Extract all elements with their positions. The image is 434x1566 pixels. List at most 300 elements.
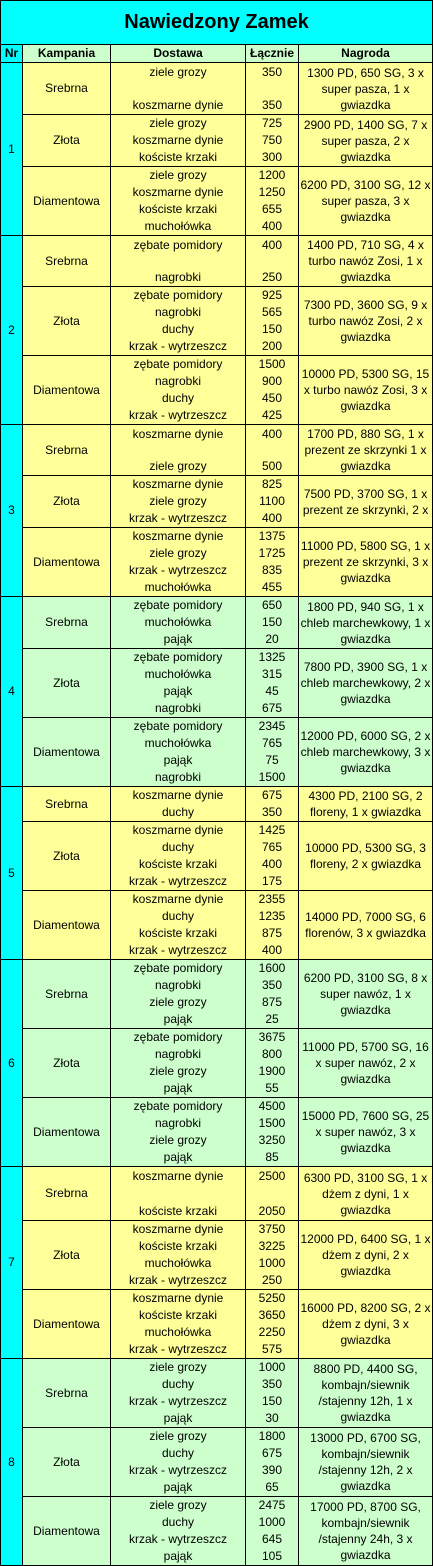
total-value: 400 <box>261 943 283 957</box>
delivery-item: krzak - wytrzeszcz <box>128 339 227 353</box>
campaign-cell: Złota <box>23 649 111 718</box>
reward-cell: 17000 PD, 8700 SG, kombajn/siewnik /stajenny 24h, 3 x gwiazdka <box>299 1497 433 1566</box>
total-value: 25 <box>265 1012 279 1026</box>
total-value: 1900 <box>258 1064 286 1078</box>
total-value: 3675 <box>258 1030 286 1044</box>
delivery-item: kościste krzaki <box>138 857 218 871</box>
group-number-cell: 2 <box>1 236 23 425</box>
campaign-cell: Srebrna <box>23 787 111 822</box>
group-number-cell: 4 <box>1 597 23 787</box>
campaign-cell: Diamentowa <box>23 356 111 425</box>
campaign-cell: Diamentowa <box>23 167 111 236</box>
total-value: 350 <box>261 978 283 992</box>
reward-cell: 11000 PD, 5800 SG, 1 x prezent ze skrzynki, 3 x gwiazdka <box>299 528 433 597</box>
total-value: 20 <box>265 632 279 646</box>
delivery-item: krzak - wytrzeszcz <box>128 1273 227 1287</box>
table-row <box>1 287 433 356</box>
delivery-item: krzak - wytrzeszcz <box>128 563 227 577</box>
campaign-cell: Złota <box>23 1428 111 1497</box>
total-value: 45 <box>265 684 279 698</box>
delivery-item: krzak - wytrzeszcz <box>128 408 227 422</box>
total-value: 55 <box>265 1081 279 1095</box>
total-value: 65 <box>265 1480 279 1494</box>
total-value: 150 <box>261 322 283 336</box>
delivery-item: nagrobki <box>154 770 202 784</box>
delivery-item: krzak - wytrzeszcz <box>128 874 227 888</box>
delivery-item: duchy <box>161 909 195 923</box>
total-value: 390 <box>261 1463 283 1477</box>
delivery-item: muchołówka <box>144 580 212 594</box>
total-cell <box>246 960 299 1029</box>
delivery-item: muchołówka <box>144 1256 212 1270</box>
total-value: 5250 <box>258 1291 286 1305</box>
total-cell <box>246 528 299 597</box>
group-number-cell: 6 <box>1 960 23 1167</box>
header-dostawa: Dostawa <box>111 45 246 63</box>
table-row <box>1 787 433 822</box>
delivery-item: ziele grozy <box>149 1360 207 1374</box>
campaign-cell: Diamentowa <box>23 1098 111 1167</box>
reward-cell: 6200 PD, 3100 SG, 12 x super pasza, 3 x gwiazdka <box>299 167 433 236</box>
reward-cell: 11000 PD, 5700 SG, 16 x super nawóz, 2 x gwiazdka <box>299 1029 433 1098</box>
total-value: 3250 <box>258 1133 286 1147</box>
total-value: 725 <box>261 116 283 130</box>
total-value: 650 <box>261 598 283 612</box>
group-number-cell: 7 <box>1 1167 23 1359</box>
delivery-item: zębate pomidory <box>133 719 223 733</box>
delivery-item: koszmarne dynie <box>132 1168 224 1183</box>
header-lacznie: Łącznie <box>246 45 299 63</box>
delivery-item: kościste krzaki <box>138 1203 218 1218</box>
total-cell <box>246 63 299 115</box>
delivery-item: pająk <box>163 684 193 698</box>
delivery-cell <box>111 822 246 891</box>
total-cell <box>246 1497 299 1566</box>
total-cell <box>246 1428 299 1497</box>
total-value: 675 <box>261 1446 283 1460</box>
delivery-cell <box>111 960 246 1029</box>
delivery-cell <box>111 1167 246 1221</box>
total-value: 400 <box>261 511 283 525</box>
table-row <box>1 1290 433 1359</box>
delivery-item: nagrobki <box>154 374 202 388</box>
delivery-item: zębate pomidory <box>133 237 223 252</box>
delivery-cell <box>111 1029 246 1098</box>
total-cell <box>246 425 299 476</box>
total-value: 1500 <box>258 1116 286 1130</box>
total-value: 800 <box>261 1047 283 1061</box>
delivery-item: koszmarne dynie <box>132 529 224 543</box>
campaign-cell: Złota <box>23 1221 111 1290</box>
delivery-item: zębate pomidory <box>133 598 223 612</box>
delivery-item: kościste krzaki <box>138 1239 218 1253</box>
total-cell <box>246 891 299 960</box>
reward-cell: 15000 PD, 7600 SG, 25 x super nawóz, 3 x gwiazdka <box>299 1098 433 1167</box>
reward-cell: 1700 PD, 880 SG, 1 x prezent ze skrzynki 1 x gwiazdka <box>299 425 433 476</box>
delivery-item: ziele grozy <box>149 494 207 508</box>
total-value: 400 <box>261 857 283 871</box>
delivery-item: duchy <box>161 1377 195 1391</box>
table-row <box>1 115 433 167</box>
total-value: 175 <box>261 874 283 888</box>
total-cell <box>246 649 299 718</box>
delivery-item: ziele grozy <box>149 64 207 79</box>
total-value: 300 <box>261 150 283 164</box>
delivery-cell <box>111 1290 246 1359</box>
table-title: Nawiedzony Zamek <box>1 1 433 45</box>
table-row <box>1 1221 433 1290</box>
delivery-item: nagrobki <box>154 1116 202 1130</box>
delivery-cell <box>111 287 246 356</box>
reward-cell: 1300 PD, 650 SG, 3 x super pasza, 1 x gwiazdka <box>299 63 433 115</box>
total-cell <box>246 1290 299 1359</box>
table-body <box>1 63 433 1566</box>
delivery-item: zębate pomidory <box>133 650 223 664</box>
delivery-item: koszmarne dynie <box>132 97 224 112</box>
delivery-item: duchy <box>161 805 195 819</box>
campaign-cell: Diamentowa <box>23 891 111 960</box>
total-value: 750 <box>261 133 283 147</box>
reward-cell: 8800 PD, 4400 SG, kombajn/siewnik /stajenny 12h, 1 x gwiazdka <box>299 1359 433 1428</box>
total-value: 1425 <box>258 823 286 837</box>
delivery-item: nagrobki <box>154 305 202 319</box>
total-value: 765 <box>261 840 283 854</box>
campaign-cell: Srebrna <box>23 597 111 649</box>
total-cell <box>246 787 299 822</box>
total-value: 425 <box>261 408 283 422</box>
delivery-item: ziele grozy <box>149 1429 207 1443</box>
campaign-cell: Złota <box>23 287 111 356</box>
total-value: 2355 <box>258 892 286 906</box>
total-value: 655 <box>261 202 283 216</box>
total-value: 250 <box>261 269 283 284</box>
delivery-item: ziele grozy <box>149 1133 207 1147</box>
delivery-item: krzak - wytrzeszcz <box>128 1342 227 1356</box>
delivery-item: pająk <box>163 753 193 767</box>
total-value: 350 <box>261 64 283 79</box>
delivery-item: pająk <box>163 632 193 646</box>
total-cell <box>246 236 299 287</box>
table-row <box>1 891 433 960</box>
delivery-item: pająk <box>163 1012 193 1026</box>
delivery-item: kościste krzaki <box>138 150 218 164</box>
reward-cell: 7300 PD, 3600 SG, 9 x turbo nawóz Zosi, 2 x gwiazdka <box>299 287 433 356</box>
delivery-cell <box>111 1497 246 1566</box>
total-value: 500 <box>261 458 283 473</box>
total-value: 350 <box>261 805 283 819</box>
delivery-item: koszmarne dynie <box>132 823 224 837</box>
campaign-cell: Złota <box>23 822 111 891</box>
table-row <box>1 1359 433 1428</box>
delivery-cell <box>111 649 246 718</box>
delivery-item: koszmarne dynie <box>132 788 224 802</box>
table-row <box>1 1428 433 1497</box>
delivery-item: kościste krzaki <box>138 1308 218 1322</box>
campaign-cell: Złota <box>23 115 111 167</box>
reward-cell: 1400 PD, 710 SG, 4 x turbo nawóz Zosi, 1 x gwiazdka <box>299 236 433 287</box>
reward-cell: 12000 PD, 6000 SG, 2 x chleb marchewkowy, 3 x gwiazdka <box>299 718 433 787</box>
campaign-cell: Srebrna <box>23 236 111 287</box>
total-value: 200 <box>261 339 283 353</box>
total-value: 2475 <box>258 1498 286 1512</box>
delivery-item: zębate pomidory <box>133 1099 223 1113</box>
group-number-cell: 5 <box>1 787 23 960</box>
total-value: 575 <box>261 1342 283 1356</box>
total-value: 150 <box>261 615 283 629</box>
total-value: 1000 <box>258 1256 286 1270</box>
reward-cell: 13000 PD, 6700 SG, kombajn/siewnik /stajenny 12h, 2 x gwiazdka <box>299 1428 433 1497</box>
delivery-item: krzak - wytrzeszcz <box>128 943 227 957</box>
delivery-item: pająk <box>163 1549 193 1563</box>
header-nagroda: Nagroda <box>299 45 433 63</box>
reward-cell: 7800 PD, 3900 SG, 1 x chleb marchewkowy, 2 x gwiazdka <box>299 649 433 718</box>
total-value: 1200 <box>258 168 286 182</box>
total-cell <box>246 356 299 425</box>
delivery-item: pająk <box>163 1480 193 1494</box>
delivery-item: nagrobki <box>154 269 202 284</box>
delivery-item: koszmarne dynie <box>132 1222 224 1236</box>
delivery-item: muchołówka <box>144 736 212 750</box>
campaign-cell: Srebrna <box>23 1359 111 1428</box>
total-value: 2250 <box>258 1325 286 1339</box>
total-value: 2500 <box>258 1168 286 1183</box>
total-value: 1500 <box>258 770 286 784</box>
delivery-item: kościste krzaki <box>138 202 218 216</box>
total-value: 400 <box>261 426 283 441</box>
delivery-cell <box>111 425 246 476</box>
delivery-item: zębate pomidory <box>133 288 223 302</box>
total-value: 3225 <box>258 1239 286 1253</box>
total-value: 765 <box>261 736 283 750</box>
delivery-item: muchołówka <box>144 1325 212 1339</box>
delivery-item: duchy <box>161 840 195 854</box>
delivery-item: nagrobki <box>154 701 202 715</box>
campaign-cell: Diamentowa <box>23 718 111 787</box>
total-value: 1000 <box>258 1515 286 1529</box>
total-value: 1500 <box>258 357 286 371</box>
delivery-cell <box>111 597 246 649</box>
total-cell <box>246 1359 299 1428</box>
total-value: 350 <box>261 1377 283 1391</box>
reward-cell: 7500 PD, 3700 SG, 1 x prezent ze skrzynki, 2 x <box>299 476 433 528</box>
total-value: 645 <box>261 1532 283 1546</box>
delivery-cell <box>111 167 246 236</box>
table-row <box>1 960 433 1029</box>
total-value: 2345 <box>258 719 286 733</box>
total-value: 1250 <box>258 185 286 199</box>
total-value: 1325 <box>258 650 286 664</box>
delivery-item: pająk <box>163 1150 193 1164</box>
total-value: 2050 <box>258 1203 286 1218</box>
campaign-cell: Srebrna <box>23 1167 111 1221</box>
total-value: 675 <box>261 788 283 802</box>
delivery-cell <box>111 528 246 597</box>
delivery-item: ziele grozy <box>149 458 207 473</box>
reward-cell: 16000 PD, 8200 SG, 2 x dżem z dyni, 3 x gwiazdka <box>299 1290 433 1359</box>
delivery-item: koszmarne dynie <box>132 426 224 441</box>
group-number-cell: 1 <box>1 63 23 236</box>
table-row <box>1 167 433 236</box>
table-row <box>1 528 433 597</box>
total-value: 75 <box>265 753 279 767</box>
delivery-cell <box>111 1428 246 1497</box>
total-value: 350 <box>261 97 283 112</box>
table-row <box>1 1029 433 1098</box>
total-cell <box>246 476 299 528</box>
delivery-cell <box>111 891 246 960</box>
total-cell <box>246 1221 299 1290</box>
total-value: 30 <box>265 1411 279 1425</box>
reward-cell: 6300 PD, 3100 SG, 1 x dżem z dyni, 1 x gwiazdka <box>299 1167 433 1221</box>
delivery-cell <box>111 1359 246 1428</box>
delivery-item: duchy <box>161 1446 195 1460</box>
total-cell <box>246 115 299 167</box>
total-value: 150 <box>261 1394 283 1408</box>
table-row <box>1 1098 433 1167</box>
total-value: 450 <box>261 391 283 405</box>
total-value: 1800 <box>258 1429 286 1443</box>
delivery-item: nagrobki <box>154 978 202 992</box>
delivery-item: pająk <box>163 1081 193 1095</box>
total-value: 3750 <box>258 1222 286 1236</box>
delivery-item: koszmarne dynie <box>132 892 224 906</box>
campaign-cell: Srebrna <box>23 63 111 115</box>
table-row <box>1 236 433 287</box>
total-cell <box>246 1167 299 1221</box>
delivery-cell <box>111 476 246 528</box>
total-cell <box>246 718 299 787</box>
total-value: 315 <box>261 667 283 681</box>
table-row <box>1 356 433 425</box>
table-row <box>1 649 433 718</box>
total-value: 1600 <box>258 961 286 975</box>
total-cell <box>246 822 299 891</box>
total-value: 1100 <box>259 494 285 508</box>
delivery-item: koszmarne dynie <box>132 185 224 199</box>
table-row <box>1 718 433 787</box>
total-value: 1000 <box>258 1360 286 1374</box>
total-value: 565 <box>261 305 283 319</box>
delivery-item: muchołówka <box>144 615 212 629</box>
delivery-item: zębate pomidory <box>133 961 223 975</box>
delivery-item: muchołówka <box>144 219 212 233</box>
campaign-cell: Diamentowa <box>23 528 111 597</box>
total-value: 675 <box>261 701 283 715</box>
campaign-cell: Srebrna <box>23 425 111 476</box>
total-value: 900 <box>261 374 283 388</box>
total-cell <box>246 597 299 649</box>
delivery-item: koszmarne dynie <box>132 1291 224 1305</box>
reward-cell: 6200 PD, 3100 SG, 8 x super nawóz, 1 x gwiazdka <box>299 960 433 1029</box>
reward-cell: 4300 PD, 2100 SG, 2 floreny, 1 x gwiazdka <box>299 787 433 822</box>
header-kampania: Kampania <box>23 45 111 63</box>
table-row <box>1 63 433 115</box>
campaign-cell: Srebrna <box>23 960 111 1029</box>
delivery-item: krzak - wytrzeszcz <box>128 1463 227 1477</box>
delivery-cell <box>111 236 246 287</box>
total-value: 1235 <box>258 909 286 923</box>
delivery-item: krzak - wytrzeszcz <box>128 511 227 525</box>
delivery-item: duchy <box>161 391 195 405</box>
delivery-item: koszmarne dynie <box>132 477 224 491</box>
delivery-item: muchołówka <box>144 667 212 681</box>
delivery-item: ziele grozy <box>149 168 207 182</box>
delivery-item: ziele grozy <box>149 1064 207 1078</box>
total-value: 925 <box>261 288 283 302</box>
delivery-item: ziele grozy <box>149 546 207 560</box>
delivery-cell <box>111 1221 246 1290</box>
total-value: 400 <box>261 237 283 252</box>
delivery-item: kościste krzaki <box>138 926 218 940</box>
total-value: 105 <box>261 1549 283 1563</box>
table-row <box>1 822 433 891</box>
reward-cell: 12000 PD, 6400 SG, 1 x dżem z dyni, 2 x gwiazdka <box>299 1221 433 1290</box>
reward-cell: 1800 PD, 940 SG, 1 x chleb marchewkowy, 1 x gwiazdka <box>299 597 433 649</box>
reward-cell: 10000 PD, 5300 SG, 3 floreny, 2 x gwiazdka <box>299 822 433 891</box>
total-value: 250 <box>261 1273 283 1287</box>
total-value: 1375 <box>258 529 286 543</box>
delivery-item: krzak - wytrzeszcz <box>128 1394 227 1408</box>
total-value: 875 <box>261 926 283 940</box>
delivery-item: pająk <box>163 1411 193 1425</box>
delivery-item: ziele grozy <box>149 1498 207 1512</box>
campaign-cell: Złota <box>23 1029 111 1098</box>
total-value: 4500 <box>258 1099 286 1113</box>
group-number-cell: 3 <box>1 425 23 597</box>
delivery-item: duchy <box>161 322 195 336</box>
delivery-cell <box>111 718 246 787</box>
total-value: 400 <box>261 219 283 233</box>
total-cell <box>246 1029 299 1098</box>
total-value: 3650 <box>258 1308 286 1322</box>
delivery-item: krzak - wytrzeszcz <box>128 1532 227 1546</box>
table-row <box>1 1167 433 1221</box>
delivery-item: nagrobki <box>154 1047 202 1061</box>
reward-cell: 2900 PD, 1400 SG, 7 x super pasza, 2 x gwiazdka <box>299 115 433 167</box>
campaign-cell: Diamentowa <box>23 1497 111 1566</box>
campaign-cell: Złota <box>23 476 111 528</box>
delivery-item: duchy <box>161 1515 195 1529</box>
delivery-item: zębate pomidory <box>133 1030 223 1044</box>
delivery-cell <box>111 63 246 115</box>
total-value: 825 <box>261 477 283 491</box>
table-row <box>1 597 433 649</box>
delivery-cell <box>111 1098 246 1167</box>
table-row <box>1 476 433 528</box>
reward-cell: 10000 PD, 5300 SG, 15 x turbo nawóz Zosi, 3 x gwiazdka <box>299 356 433 425</box>
total-value: 875 <box>261 995 283 1009</box>
delivery-item: ziele grozy <box>149 116 207 130</box>
total-value: 1725 <box>258 546 286 560</box>
reward-cell: 14000 PD, 7000 SG, 6 florenów, 3 x gwiazdka <box>299 891 433 960</box>
total-value: 835 <box>261 563 283 577</box>
delivery-cell <box>111 356 246 425</box>
delivery-item: zębate pomidory <box>133 357 223 371</box>
delivery-cell <box>111 115 246 167</box>
total-cell <box>246 287 299 356</box>
delivery-item: ziele grozy <box>149 995 207 1009</box>
total-cell <box>246 167 299 236</box>
delivery-cell <box>111 787 246 822</box>
campaign-cell: Diamentowa <box>23 1290 111 1359</box>
total-cell <box>246 1098 299 1167</box>
header-nr: Nr <box>1 45 23 63</box>
delivery-item: koszmarne dynie <box>132 133 224 147</box>
total-value: 85 <box>265 1150 279 1164</box>
table-row <box>1 1497 433 1566</box>
total-value: 455 <box>261 580 283 594</box>
group-number-cell: 8 <box>1 1359 23 1566</box>
